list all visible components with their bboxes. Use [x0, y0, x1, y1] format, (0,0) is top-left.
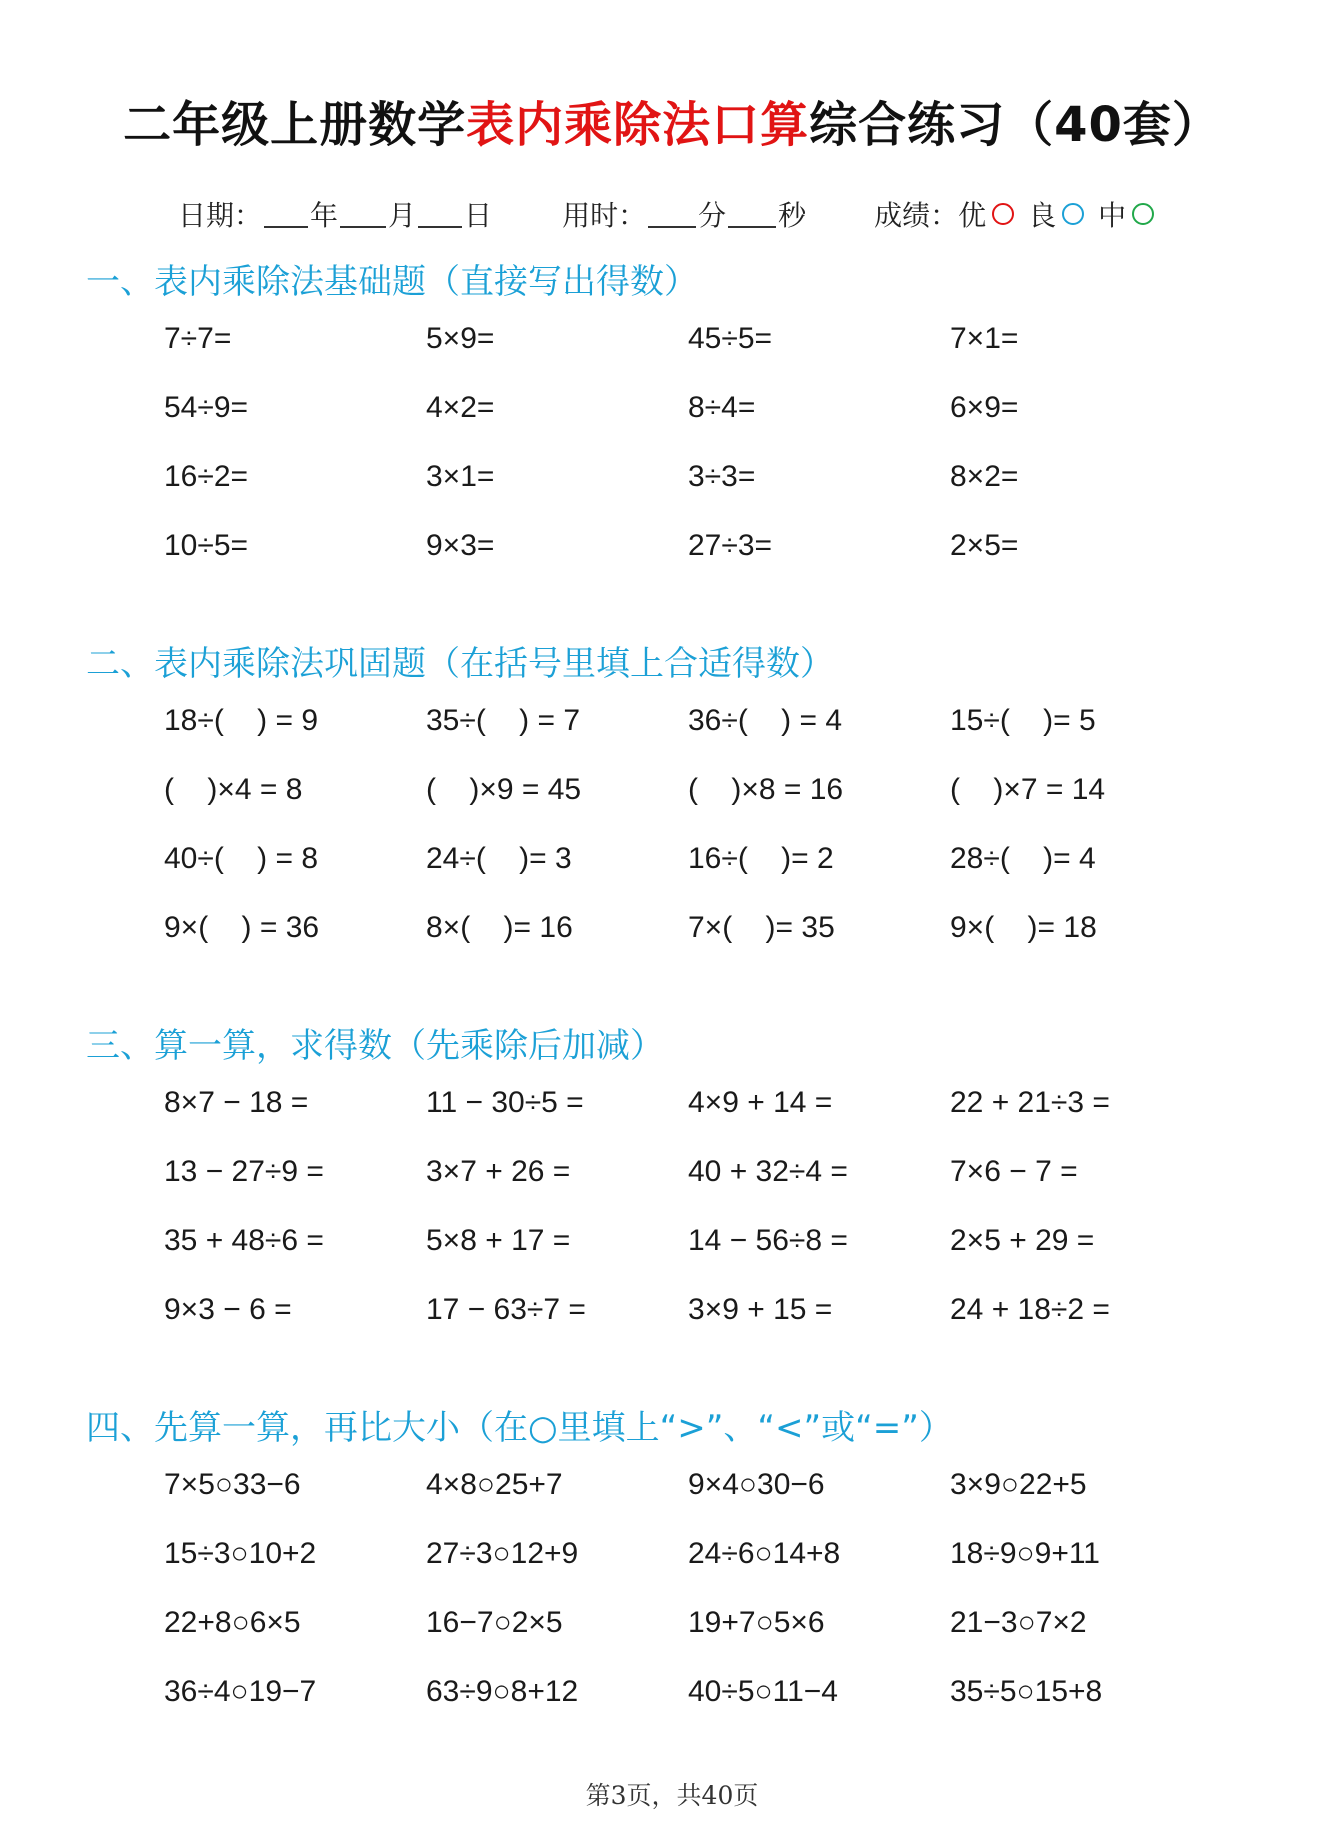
problem-s2-r2-c4: ( )×7 = 14: [950, 773, 1106, 806]
problem-s3-r2-c3: 40 + 32÷4 =: [688, 1155, 848, 1188]
problem-s3-r2-c4: 7×6 − 7 =: [950, 1155, 1078, 1188]
second-blank[interactable]: [728, 200, 776, 228]
problem-s1-r1-c3: 45÷5=: [688, 322, 773, 355]
info-line: [178, 194, 1168, 234]
problem-s1-r3-c3: 3÷3=: [688, 460, 756, 493]
date-label: 日期：: [178, 199, 263, 232]
problem-s2-r4-c2: 8×( )= 16: [426, 911, 573, 944]
problem-s1-r2-c3: 8÷4=: [688, 391, 756, 424]
problem-s2-r3-c1: 40÷( ) = 8: [164, 842, 319, 875]
section-title-1: 一、表内乘除法基础题（直接写出得数）: [86, 262, 698, 302]
problem-s2-r4-c1: 9×( ) = 36: [164, 911, 320, 944]
problem-s2-r2-c3: ( )×8 = 16: [688, 773, 844, 806]
problem-s4-r4-c3: 40÷5○11−4: [688, 1675, 838, 1708]
problem-s1-r4-c2: 9×3=: [426, 529, 495, 562]
section-title-4: 四、先算一算，再比大小（在○里填上“>”、“<”或“=”）: [86, 1408, 953, 1448]
problem-s1-r2-c2: 4×2=: [426, 391, 495, 424]
problem-s1-r1-c2: 5×9=: [426, 322, 495, 355]
page-title: [0, 86, 1344, 155]
time-label: 用时：: [562, 199, 647, 232]
problem-s1-r1-c4: 7×1=: [950, 322, 1019, 355]
problem-s1-r3-c1: 16÷2=: [164, 460, 249, 493]
problem-s1-r4-c3: 27÷3=: [688, 529, 773, 562]
problem-s3-r4-c2: 17 − 63÷7 =: [426, 1293, 586, 1326]
problem-s4-r2-c3: 24÷6○14+8: [688, 1537, 841, 1570]
problem-s4-r3-c1: 22+8○6×5: [164, 1606, 301, 1639]
second-label: 秒: [778, 199, 807, 232]
problem-s3-r2-c2: 3×7 + 26 =: [426, 1155, 571, 1188]
minute-label: 分: [698, 199, 727, 232]
grade-good-label: 良: [1028, 199, 1057, 232]
title-part3: 综合练习（40套）: [809, 97, 1221, 153]
problem-s4-r2-c1: 15÷3○10+2: [164, 1537, 317, 1570]
problem-s4-r1-c4: 3×9○22+5: [950, 1468, 1087, 1501]
grade-excellent-circle[interactable]: [992, 203, 1014, 225]
problem-s1-r2-c4: 6×9=: [950, 391, 1019, 424]
grade-excellent-label: 优: [958, 199, 987, 232]
problem-s2-r3-c3: 16÷( )= 2: [688, 842, 834, 875]
problem-s4-r1-c1: 7×5○33−6: [164, 1468, 301, 1501]
problem-s1-r1-c1: 7÷7=: [164, 322, 232, 355]
problem-s3-r2-c1: 13 − 27÷9 =: [164, 1155, 324, 1188]
problem-s4-r2-c2: 27÷3○12+9: [426, 1537, 579, 1570]
problem-s4-r4-c2: 63÷9○8+12: [426, 1675, 579, 1708]
month-label: 月: [388, 199, 417, 232]
problem-s2-r4-c3: 7×( )= 35: [688, 911, 835, 944]
problem-s1-r2-c1: 54÷9=: [164, 391, 249, 424]
day-label: 日: [464, 199, 493, 232]
problem-s3-r4-c4: 24 + 18÷2 =: [950, 1293, 1110, 1326]
problem-s3-r1-c1: 8×7 − 18 =: [164, 1086, 309, 1119]
problem-s2-r1-c2: 35÷( ) = 7: [426, 704, 581, 737]
problem-s4-r3-c3: 19+7○5×6: [688, 1606, 825, 1639]
year-label: 年: [310, 199, 339, 232]
problem-s1-r3-c2: 3×1=: [426, 460, 495, 493]
problem-s3-r3-c1: 35 + 48÷6 =: [164, 1224, 324, 1257]
section-title-3: 三、算一算，求得数（先乘除后加减）: [86, 1026, 664, 1066]
year-blank[interactable]: [264, 200, 308, 228]
title-part1: 二年级上册数学: [123, 97, 467, 153]
problem-s2-r3-c4: 28÷( )= 4: [950, 842, 1096, 875]
grade-good-circle[interactable]: [1062, 203, 1084, 225]
page-footer: 第3页，共40页: [585, 1781, 759, 1810]
problem-s1-r4-c1: 10÷5=: [164, 529, 249, 562]
month-blank[interactable]: [340, 200, 386, 228]
problem-s2-r4-c4: 9×( )= 18: [950, 911, 1097, 944]
problem-s2-r1-c3: 36÷( ) = 4: [688, 704, 843, 737]
problem-s2-r2-c2: ( )×9 = 45: [426, 773, 582, 806]
problem-s3-r4-c1: 9×3 − 6 =: [164, 1293, 292, 1326]
problem-s3-r3-c2: 5×8 + 17 =: [426, 1224, 571, 1257]
score-label: 成绩：: [874, 199, 959, 232]
problem-s4-r4-c4: 35÷5○15+8: [950, 1675, 1103, 1708]
problem-s4-r3-c4: 21−3○7×2: [950, 1606, 1087, 1639]
day-blank[interactable]: [418, 200, 462, 228]
problem-s2-r2-c1: ( )×4 = 8: [164, 773, 303, 806]
problem-s4-r1-c3: 9×4○30−6: [688, 1468, 825, 1501]
problem-s4-r3-c2: 16−7○2×5: [426, 1606, 563, 1639]
problem-s4-r1-c2: 4×8○25+7: [426, 1468, 563, 1501]
problem-s2-r1-c1: 18÷( ) = 9: [164, 704, 319, 737]
problem-s1-r3-c4: 8×2=: [950, 460, 1019, 493]
problem-s1-r4-c4: 2×5=: [950, 529, 1019, 562]
grade-fair-label: 中: [1098, 199, 1127, 232]
problem-s3-r4-c3: 3×9 + 15 =: [688, 1293, 833, 1326]
problem-s3-r1-c3: 4×9 + 14 =: [688, 1086, 833, 1119]
title-highlight: 表内乘除法口算: [466, 97, 810, 153]
problem-s2-r3-c2: 24÷( )= 3: [426, 842, 572, 875]
grade-fair-circle[interactable]: [1132, 203, 1154, 225]
problem-s3-r1-c4: 22 + 21÷3 =: [950, 1086, 1110, 1119]
problem-s3-r1-c2: 11 − 30÷5 =: [426, 1086, 584, 1119]
problem-s3-r3-c4: 2×5 + 29 =: [950, 1224, 1095, 1257]
problem-s4-r2-c4: 18÷9○9+11: [950, 1537, 1100, 1570]
problem-s3-r3-c3: 14 − 56÷8 =: [688, 1224, 848, 1257]
section-title-2: 二、表内乘除法巩固题（在括号里填上合适得数）: [86, 644, 834, 684]
minute-blank[interactable]: [648, 200, 696, 228]
problem-s2-r1-c4: 15÷( )= 5: [950, 704, 1096, 737]
problem-s4-r4-c1: 36÷4○19−7: [164, 1675, 317, 1708]
